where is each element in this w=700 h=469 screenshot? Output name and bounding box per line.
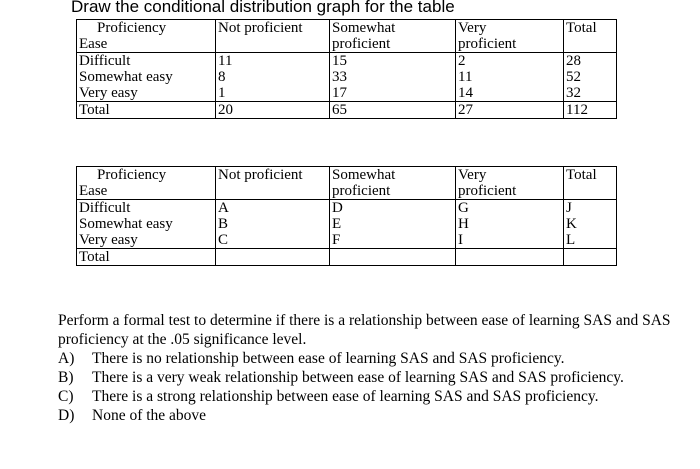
header-line: Not proficient [218, 167, 303, 183]
header-line: proficient [332, 36, 391, 52]
row-labels-cell [77, 200, 216, 249]
cell-value: A [218, 200, 229, 216]
cell-value: J [566, 200, 572, 216]
option-text: There is no relationship between ease of learning SAS and SAS proficiency. [92, 350, 565, 367]
page-heading: Draw the conditional distribution graph for the table [71, 0, 455, 16]
total-cell [564, 249, 617, 266]
total-values [564, 53, 617, 102]
question-block [58, 311, 678, 425]
header-proficiency: Proficiency [97, 167, 167, 183]
answer-option-b[interactable] [58, 368, 678, 387]
cell-value: 17 [332, 85, 347, 101]
cell-value: G [458, 200, 469, 216]
header-very-proficient [456, 20, 564, 53]
table-total-row [77, 102, 617, 119]
total-cell [456, 249, 564, 266]
answer-option-a[interactable] [58, 349, 678, 368]
table-total-row [77, 249, 617, 266]
header-ease: Ease [79, 183, 108, 199]
cell-value: 1 [218, 85, 226, 101]
frequency-table [76, 19, 617, 119]
cell-value: I [458, 232, 463, 248]
header-line: Very [458, 167, 487, 183]
answer-option-d[interactable] [58, 406, 678, 425]
row-label-somewhat-easy: Somewhat easy [79, 216, 173, 232]
row-label-very-easy: Very easy [79, 85, 138, 101]
header-line: Not proficient [218, 20, 303, 36]
option-text: None of the above [92, 407, 207, 424]
total-cell [216, 249, 330, 266]
option-label: A) [58, 350, 75, 367]
cell-value: 11 [218, 53, 233, 69]
option-label: D) [58, 407, 75, 424]
very-proficient-values [456, 53, 564, 102]
row-label-difficult: Difficult [79, 200, 131, 216]
header-ease: Ease [79, 36, 108, 52]
cell-value: D [332, 200, 343, 216]
row-label-difficult: Difficult [79, 53, 131, 69]
cell-value: 2 [458, 53, 466, 69]
cell-value: E [332, 216, 342, 232]
somewhat-proficient-values [330, 53, 456, 102]
total-cell: 20 [216, 102, 330, 119]
total-values [564, 200, 617, 249]
total-cell [330, 249, 456, 266]
cell-value: K [566, 216, 577, 232]
cell-value: C [218, 232, 229, 248]
cell-value: 11 [458, 69, 473, 85]
header-line: proficient [458, 183, 517, 199]
header-line: Very [458, 20, 487, 36]
header-line: proficient [332, 183, 391, 199]
cell-value: 8 [218, 69, 226, 85]
not-proficient-values [216, 53, 330, 102]
conditional-distribution-table [76, 166, 617, 266]
header-line: Total [566, 20, 597, 36]
header-total [564, 167, 617, 200]
header-very-proficient [456, 167, 564, 200]
cell-value: F [332, 232, 341, 248]
header-total [564, 20, 617, 53]
header-line: proficient [458, 36, 517, 52]
table-header-row [77, 167, 617, 200]
header-line: Total [566, 167, 597, 183]
total-cell: 27 [456, 102, 564, 119]
very-proficient-values [456, 200, 564, 249]
cell-value: 15 [332, 53, 347, 69]
question-prompt: Perform a formal test to determine if there is a relationship between ease of learning SAS and SAS proficiency at the .05 significance level. [58, 312, 671, 348]
table-body-row [77, 53, 617, 102]
option-label: C) [58, 388, 74, 405]
somewhat-proficient-values [330, 200, 456, 249]
cell-value: 28 [566, 53, 581, 69]
total-row-label: Total [77, 249, 216, 266]
header-somewhat-proficient [330, 167, 456, 200]
header-somewhat-proficient [330, 20, 456, 53]
answer-option-c[interactable] [58, 387, 678, 406]
row-label-very-easy: Very easy [79, 232, 138, 248]
cell-value: L [566, 232, 576, 248]
header-line: Somewhat [332, 20, 396, 36]
header-not-proficient [216, 167, 330, 200]
row-label-header [77, 20, 216, 53]
table-header-row [77, 20, 617, 53]
row-label-somewhat-easy: Somewhat easy [79, 69, 173, 85]
header-line: Somewhat [332, 167, 396, 183]
cell-value: 32 [566, 85, 581, 101]
option-text: There is a strong relationship between ease of learning SAS and SAS proficiency. [92, 388, 599, 405]
header-not-proficient [216, 20, 330, 53]
row-labels-cell [77, 53, 216, 102]
total-row-label: Total [77, 102, 216, 119]
cell-value: 14 [458, 85, 473, 101]
total-cell: 65 [330, 102, 456, 119]
cell-value: 52 [566, 69, 581, 85]
table-body-row [77, 200, 617, 249]
option-text: There is a very weak relationship between ease of learning SAS and SAS proficiency. [92, 369, 624, 386]
not-proficient-values [216, 200, 330, 249]
total-cell: 112 [564, 102, 617, 119]
option-label: B) [58, 369, 74, 386]
cell-value: H [458, 216, 469, 232]
header-proficiency: Proficiency [97, 20, 167, 36]
row-label-header [77, 167, 216, 200]
cell-value: B [218, 216, 229, 232]
cell-value: 33 [332, 69, 347, 85]
